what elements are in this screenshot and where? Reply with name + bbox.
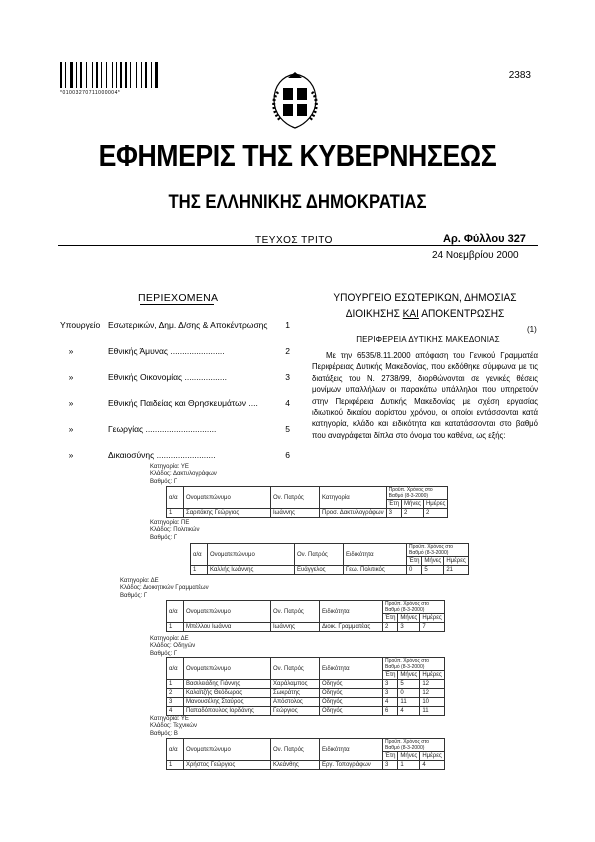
table-cell: 4 bbox=[167, 707, 184, 716]
table-header: Ονοματεπώνυμο bbox=[208, 544, 295, 566]
table-header: α/α bbox=[167, 658, 184, 680]
divider bbox=[58, 245, 538, 246]
decision-body bbox=[312, 350, 538, 441]
table-header: Ον. Πατρός bbox=[295, 544, 344, 566]
table-header: Ειδικότητα bbox=[320, 739, 383, 761]
toc-page: 2 bbox=[285, 346, 290, 356]
table-cell: Καλαϊτζής Θεόδωρος bbox=[184, 689, 271, 698]
table-header: Ειδικότητα bbox=[344, 544, 407, 566]
ministry-line-1: ΥΠΟΥΡΓΕΙΟ ΕΣΩΤΕΡΙΚΩΝ, ΔΗΜΟΣΙΑΣ bbox=[333, 292, 517, 304]
ministry-heading bbox=[319, 290, 531, 322]
table-of-contents bbox=[60, 320, 290, 476]
table-subheader: Ημέρες bbox=[420, 752, 444, 761]
table-header: α/α bbox=[191, 544, 208, 566]
table-subheader: Μήνες bbox=[398, 614, 420, 623]
table-cell: 2 bbox=[402, 509, 424, 518]
table-cell: 3 bbox=[383, 680, 398, 689]
table-cell: Απόστολος bbox=[271, 698, 320, 707]
table-subheader: Ημέρες bbox=[420, 671, 444, 680]
table-cell: 2 bbox=[167, 689, 184, 698]
table-header: Ον. Πατρός bbox=[271, 739, 320, 761]
table-subheader: Ημέρες bbox=[444, 557, 468, 566]
table-header: Ον. Πατρός bbox=[271, 601, 320, 623]
category-line: Κατηγορία: ΥΕ bbox=[150, 716, 189, 722]
table-header: Προϋπ. Χρόνος στο Βαθμό (8-3-2000) bbox=[386, 487, 448, 500]
toc-text: Γεωργίας .............................. bbox=[108, 424, 217, 434]
table-cell: 2 bbox=[383, 623, 398, 632]
table-category bbox=[150, 636, 195, 658]
toc-underline bbox=[140, 304, 214, 305]
table-subheader: Ημέρες bbox=[420, 614, 444, 623]
category-line: Κατηγορία: ΔΕ bbox=[120, 578, 159, 584]
table-category bbox=[120, 578, 209, 600]
decision-number: (1) bbox=[527, 325, 537, 334]
table-cell: Σαριτάκης Γεώργιος bbox=[184, 509, 271, 518]
table-cell: Σωκράτης bbox=[271, 689, 320, 698]
table-cell: 4 bbox=[383, 698, 398, 707]
table-cell: 4 bbox=[420, 761, 444, 770]
table-cell: Οδηγός bbox=[320, 680, 383, 689]
toc-page: 5 bbox=[285, 424, 290, 434]
table-cell: Διοικ. Γραμματέας bbox=[320, 623, 383, 632]
table-row bbox=[167, 689, 445, 698]
table-subheader: Μήνες bbox=[402, 500, 424, 509]
table-cell: 21 bbox=[444, 566, 468, 575]
table-cell: Προσ. Δακτυλογράφων bbox=[320, 509, 387, 518]
table-cell: 11 bbox=[398, 698, 420, 707]
toc-text: Δικαιοσύνης ......................... bbox=[108, 450, 216, 460]
table-subheader: Έτη bbox=[383, 614, 398, 623]
category-line: Κλάδος: Διοικητικών Γραμματέων bbox=[120, 585, 209, 592]
table-subheader: Ημέρες bbox=[423, 500, 447, 509]
ministry-line-2 bbox=[319, 306, 531, 322]
table-cell: Εργ. Τοπογράφων bbox=[320, 761, 383, 770]
issue-series: ΤΕΥΧΟΣ ΤΡΙΤΟ bbox=[255, 235, 333, 246]
table-cell: Μανουσέλης Σταύρος bbox=[184, 698, 271, 707]
sheet-number: Αρ. Φύλλου 327 bbox=[443, 233, 526, 245]
toc-item bbox=[60, 398, 290, 424]
ministry-line-2c: ΑΠΟΚΕΝΤΡΩΣΗΣ bbox=[421, 308, 505, 320]
personnel-table bbox=[166, 486, 448, 518]
table-subheader: Έτη bbox=[383, 671, 398, 680]
toc-key: » bbox=[68, 450, 74, 460]
table-category bbox=[150, 716, 197, 738]
table-header: Ον. Πατρός bbox=[271, 658, 320, 680]
table-row bbox=[167, 761, 445, 770]
table-cell: Οδηγός bbox=[320, 689, 383, 698]
table-cell: Κλεάνθης bbox=[271, 761, 320, 770]
table-cell: 7 bbox=[420, 623, 444, 632]
table-header: α/α bbox=[167, 601, 184, 623]
table-header: Προϋπ. Χρόνος στο Βαθμό (8-3-2000) bbox=[407, 544, 469, 557]
table-category bbox=[150, 520, 200, 542]
toc-text: Εθνικής Οικονομίας .................. bbox=[108, 372, 227, 382]
table-header: Ειδικότητα bbox=[320, 658, 383, 680]
table-header: α/α bbox=[167, 487, 184, 509]
toc-key: Υπουργείο bbox=[60, 320, 101, 330]
toc-item bbox=[60, 372, 290, 398]
table-header: Προϋπ. Χρόνος στο Βαθμό (8-3-2000) bbox=[383, 601, 445, 614]
table-cell: 1 bbox=[398, 761, 420, 770]
table-subheader: Μήνες bbox=[422, 557, 444, 566]
category-line: Βαθμός: Γ bbox=[150, 650, 178, 657]
personnel-table bbox=[166, 657, 445, 716]
category-line: Κλάδος: Πολιτικών bbox=[150, 527, 200, 534]
toc-text: Εσωτερικών, Δημ. Δ/σης & Αποκέντρωσης bbox=[108, 320, 268, 330]
table-cell: Γεω. Πολιτικός bbox=[344, 566, 407, 575]
table-cell: 1 bbox=[167, 509, 184, 518]
gazette-title: ΕΦΗΜΕΡΙΣ ΤΗΣ ΚΥΒΕΡΝΗΣΕΩΣ bbox=[98, 138, 497, 173]
table-cell: 0 bbox=[398, 689, 420, 698]
table-cell: Ευάγγελος bbox=[295, 566, 344, 575]
table-cell: 1 bbox=[167, 623, 184, 632]
toc-heading: ΠΕΡΙΕΧΟΜΕΝΑ bbox=[138, 292, 219, 304]
category-line: Βαθμός: Β bbox=[150, 730, 178, 737]
table-row bbox=[167, 509, 448, 518]
table-subheader: Μήνες bbox=[398, 671, 420, 680]
table-cell: 1 bbox=[191, 566, 208, 575]
table-cell: 1 bbox=[167, 761, 184, 770]
table-cell: 12 bbox=[420, 680, 444, 689]
toc-text: Εθνικής Παιδείας και Θρησκευμάτων .... bbox=[108, 398, 258, 408]
table-cell: Οδηγός bbox=[320, 707, 383, 716]
table-header: Ον. Πατρός bbox=[271, 487, 320, 509]
personnel-table bbox=[190, 543, 469, 575]
table-cell: Γεώργιος bbox=[271, 707, 320, 716]
table-header: Ονοματεπώνυμο bbox=[184, 601, 271, 623]
table-header: Κατηγορία bbox=[320, 487, 387, 509]
table-cell: 3 bbox=[383, 689, 398, 698]
ministry-line-2a: ΔΙΟΙΚΗΣΗΣ bbox=[345, 308, 400, 320]
category-line: Βαθμός: Γ bbox=[120, 592, 148, 599]
toc-item bbox=[60, 346, 290, 372]
page-number: 2383 bbox=[508, 70, 531, 81]
table-cell: Βασιλειάδης Γιάννης bbox=[184, 680, 271, 689]
category-line: Κατηγορία: ΥΕ bbox=[150, 464, 189, 470]
barcode-number: *01003270711000004* bbox=[60, 90, 121, 96]
category-line: Κατηγορία: ΔΕ bbox=[150, 636, 189, 642]
table-cell: Καλλής Ιωάννης bbox=[208, 566, 295, 575]
table-cell: 5 bbox=[422, 566, 444, 575]
toc-key: » bbox=[68, 372, 74, 382]
table-cell: 5 bbox=[398, 680, 420, 689]
table-header: Προϋπ. Χρόνος στο Βαθμό (8-3-2000) bbox=[383, 739, 445, 752]
toc-key: » bbox=[68, 424, 74, 434]
personnel-table bbox=[166, 600, 445, 632]
category-line: Κατηγορία: ΠΕ bbox=[150, 520, 190, 526]
table-cell: Ιωάννης bbox=[271, 509, 320, 518]
table-header: α/α bbox=[167, 739, 184, 761]
table-header: Ονοματεπώνυμο bbox=[184, 739, 271, 761]
table-cell: 1 bbox=[167, 680, 184, 689]
table-subheader: Έτη bbox=[383, 752, 398, 761]
table-cell: 3 bbox=[386, 509, 401, 518]
table-cell: 3 bbox=[167, 698, 184, 707]
toc-page: 6 bbox=[285, 450, 290, 460]
gazette-subtitle: ΤΗΣ ΕΛΛΗΝΙΚΗΣ ΔΗΜΟΚΡΑΤΙΑΣ bbox=[168, 192, 427, 213]
table-cell: Ιωάννης bbox=[271, 623, 320, 632]
table-cell: 2 bbox=[423, 509, 447, 518]
table-cell: Παπαδόπουλος Ιορδάνης bbox=[184, 707, 271, 716]
table-row bbox=[167, 698, 445, 707]
table-row bbox=[167, 707, 445, 716]
table-cell: Μπέλλου Ιωάννα bbox=[184, 623, 271, 632]
table-subheader: Έτη bbox=[407, 557, 422, 566]
table-cell: 3 bbox=[383, 761, 398, 770]
ministry-line-2b: ΚΑΙ bbox=[402, 308, 419, 320]
table-cell: 12 bbox=[420, 689, 444, 698]
toc-page: 3 bbox=[285, 372, 290, 382]
category-line: Βαθμός: Γ bbox=[150, 478, 178, 485]
category-line: Βαθμός: Γ bbox=[150, 534, 178, 541]
table-row bbox=[191, 566, 469, 575]
toc-page: 4 bbox=[285, 398, 290, 408]
category-line: Κλάδος: Οδηγών bbox=[150, 643, 196, 650]
coat-of-arms-icon bbox=[262, 68, 328, 134]
table-header: Ονοματεπώνυμο bbox=[184, 487, 271, 509]
table-cell: Χρήστος Γεώργιος bbox=[184, 761, 271, 770]
category-line: Κλάδος: Τεχνικών bbox=[150, 723, 197, 730]
toc-key: » bbox=[68, 398, 74, 408]
personnel-table bbox=[166, 738, 445, 770]
table-header: Ειδικότητα bbox=[320, 601, 383, 623]
table-subheader: Μήνες bbox=[398, 752, 420, 761]
table-header: Προϋπ. Χρόνος στο Βαθμό (8-3-2000) bbox=[383, 658, 445, 671]
table-cell: 11 bbox=[420, 707, 444, 716]
toc-text: Εθνικής Άμυνας ....................... bbox=[108, 346, 225, 356]
table-cell: 4 bbox=[398, 707, 420, 716]
table-header: Ονοματεπώνυμο bbox=[184, 658, 271, 680]
toc-key: » bbox=[68, 346, 74, 356]
table-row bbox=[167, 680, 445, 689]
toc-page: 1 bbox=[285, 320, 290, 330]
table-cell: 6 bbox=[383, 707, 398, 716]
table-cell: 10 bbox=[420, 698, 444, 707]
toc-item bbox=[60, 320, 290, 346]
region-heading: ΠΕΡΙΦΕΡΕΙΑ ΔΥΤΙΚΗΣ ΜΑΚΕΔΟΝΙΑΣ bbox=[356, 335, 500, 344]
table-category bbox=[150, 464, 217, 486]
category-line: Κλάδος: Δακτυλογράφων bbox=[150, 471, 217, 478]
issue-date: 24 Νοεμβρίου 2000 bbox=[432, 250, 519, 261]
table-cell: Οδηγός bbox=[320, 698, 383, 707]
toc-item bbox=[60, 424, 290, 450]
table-cell: 3 bbox=[398, 623, 420, 632]
table-cell: Χαράλαμπος bbox=[271, 680, 320, 689]
decision-text: Με την 6535/8.11.2000 απόφαση του Γενικού Γραμματέα Περιφέρειας Δυτικής Μακεδονίας, που εκδόθηκε σύμφωνα με τις διατάξεις του Ν. 2738/99, διορθώνονται σε γενικές θέσεις μονίμων υπαλλήλων οι παρακάτω υπάλληλοι που υπηρετούν στην Περιφέρεια Δυτικής Μακεδονίας με σχέση εργασίας ιδιωτικού δικαίου αορίστου χρόνου, οι οποίοι εντάσσονται κατά κατηγορία, κλάδο και ειδικότητα και κατατάσσονται στο βαθμό που αναγράφεται δίπλα στο όνομα του καθένα, ως εξής: bbox=[312, 351, 538, 440]
table-cell: 0 bbox=[407, 566, 422, 575]
table-subheader: Έτη bbox=[386, 500, 401, 509]
table-row bbox=[167, 623, 445, 632]
barcode bbox=[60, 62, 160, 88]
